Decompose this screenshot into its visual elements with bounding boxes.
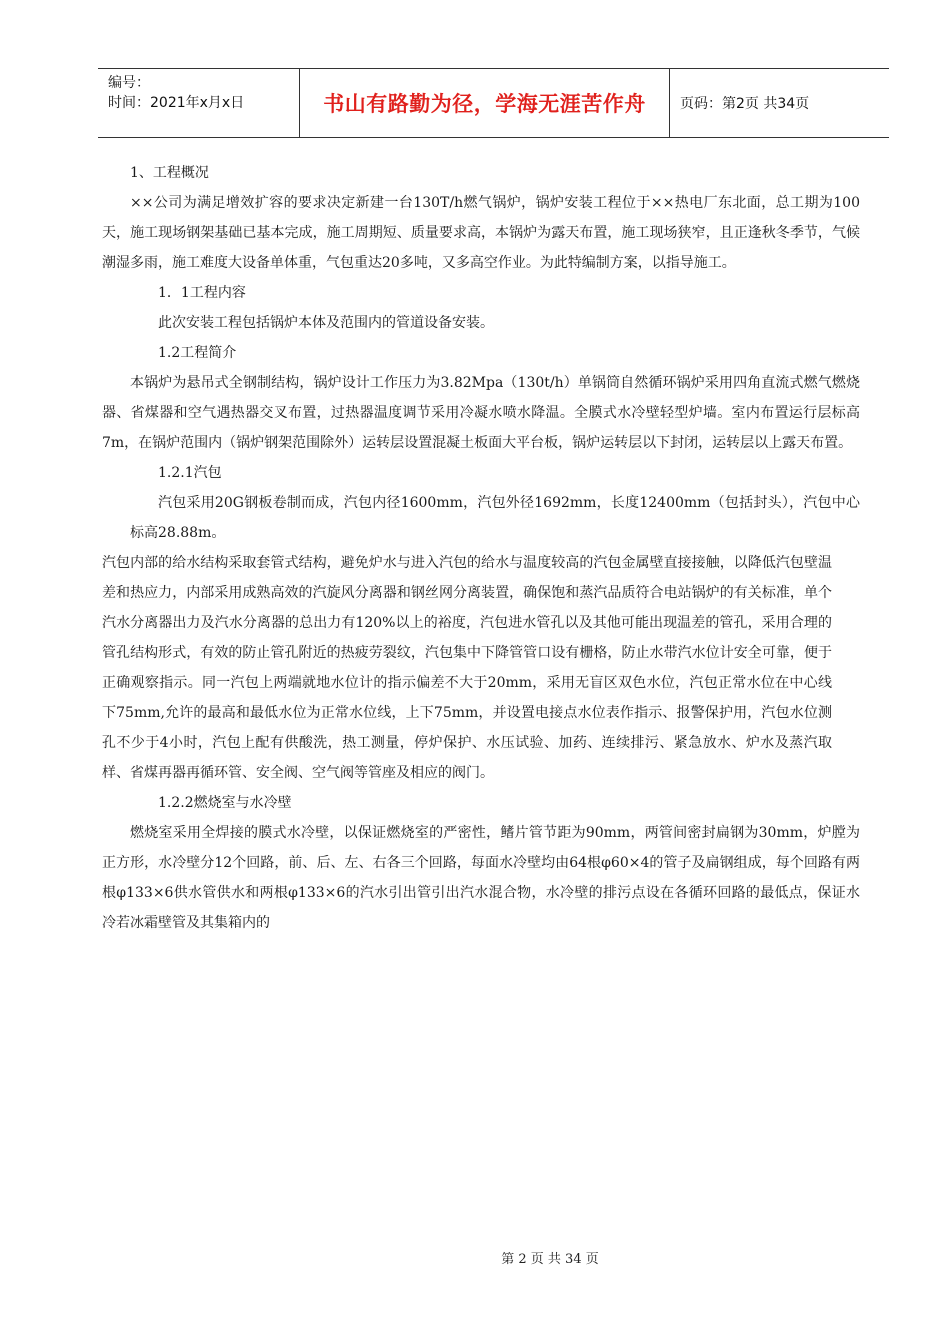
document-body — [102, 158, 860, 938]
page-footer: 第 2 页 共 34 页 — [501, 1252, 599, 1267]
paragraph: 汽包采用20G钢板卷制而成，汽包内径1600mm，汽包外径1692mm，长度12400mm（包括封头），汽包中心标高28.88m。 — [130, 495, 860, 541]
paragraph: 本锅炉为悬吊式全钢制结构，锅炉设计工作压力为3.82Mpa（130t/h）单锅筒自然循环锅炉采用四角直流式燃气燃烧器、省煤器和空气遇热器交叉布置，过热器温度调节采用冷凝水喷水降温。全膜式水冷壁轻型炉墙。室内布置运行层标高7m，在锅炉范围内（锅炉钢架范围除外）运转层设置混凝土板面大平台板，锅炉运转层以下封闭，运转层以上露天布置。 — [102, 375, 860, 451]
page-header — [98, 68, 889, 138]
paragraph: 汽包内部的给水结构采取套管式结构，避免炉水与进入汽包的给水与温度较高的汽包金属壁直接接触，以降低汽包壁温差和热应力，内部采用成熟高效的汽旋风分离器和钢丝网分离装置，确保饱和蒸汽品质符合电站锅炉的有关标准，单个汽水分离器出力及汽水分离器的总出力有120%以上的裕度，汽包进水管孔以及其他可能出现温差的管孔，采用合理的管孔结构形式，有效的防止管孔附近的热疲劳裂纹，汽包集中下降管管口设有栅格，防止水带汽水位计安全可靠，便于正确观察指示。同一汽包上两端就地水位计的指示偏差不大于20mm，采用无盲区双色水位，汽包正常水位在中心线下75mm,允许的最高和最低水位为正常水位线，上下75mm，并设置电接点水位表作指示、报警保护用，汽包水位测孔不少于4小时，汽包上配有供酸洗，热工测量，停炉保护、水压试验、加药、连续排污、紧急放水、炉水及蒸汽取样、省煤再器再循环管、安全阀、空气阀等管座及相应的阀门。 — [102, 555, 832, 781]
header-meta — [98, 69, 300, 137]
header-motto: 书山有路勤为径，学海无涯苦作舟 — [300, 69, 670, 137]
section-heading: 1、工程概况 — [130, 165, 209, 181]
document-number: 编号： — [108, 75, 150, 91]
paragraph: ××公司为满足增效扩容的要求决定新建一台130T/h燃气锅炉，锅炉安装工程位于××热电厂东北面，总工期为100天，施工现场钢架基础已基本完成，施工周期短、质量要求高，本锅炉为露天布置，施工现场狭窄，且正逢秋冬季节，气候潮湿多雨，施工难度大设备单体重，气包重达20多吨，又多高空作业。为此特编制方案，以指导施工。 — [102, 195, 860, 271]
paragraph: 此次安装工程包括锅炉本体及范围内的管道设备安装。 — [158, 315, 494, 331]
subsection-heading: 1.2工程简介 — [158, 345, 237, 361]
paragraph: 燃烧室采用全焊接的膜式水冷壁，以保证燃烧室的严密性，鳍片管节距为90mm，两管间密封扁钢为30mm，炉膛为正方形，水冷壁分12个回路，前、后、左、右各三个回路，每面水冷壁均由64根φ60×4的管子及扁钢组成，每个回路有两根φ133×6供水管供水和两根φ133×6的汽水引出管引出汽水混合物，水冷壁的排污点设在各循环回路的最低点，保证水冷若冰霜壁管及其集箱内的 — [102, 825, 860, 931]
subsection-heading: 1．1工程内容 — [158, 285, 246, 301]
header-page-number: 页码：第2页 共34页 — [680, 96, 810, 112]
document-date: 时间：2021年x月x日 — [108, 95, 245, 111]
subsection-heading: 1.2.1汽包 — [158, 465, 222, 481]
subsection-heading: 1.2.2燃烧室与水冷壁 — [158, 795, 292, 811]
